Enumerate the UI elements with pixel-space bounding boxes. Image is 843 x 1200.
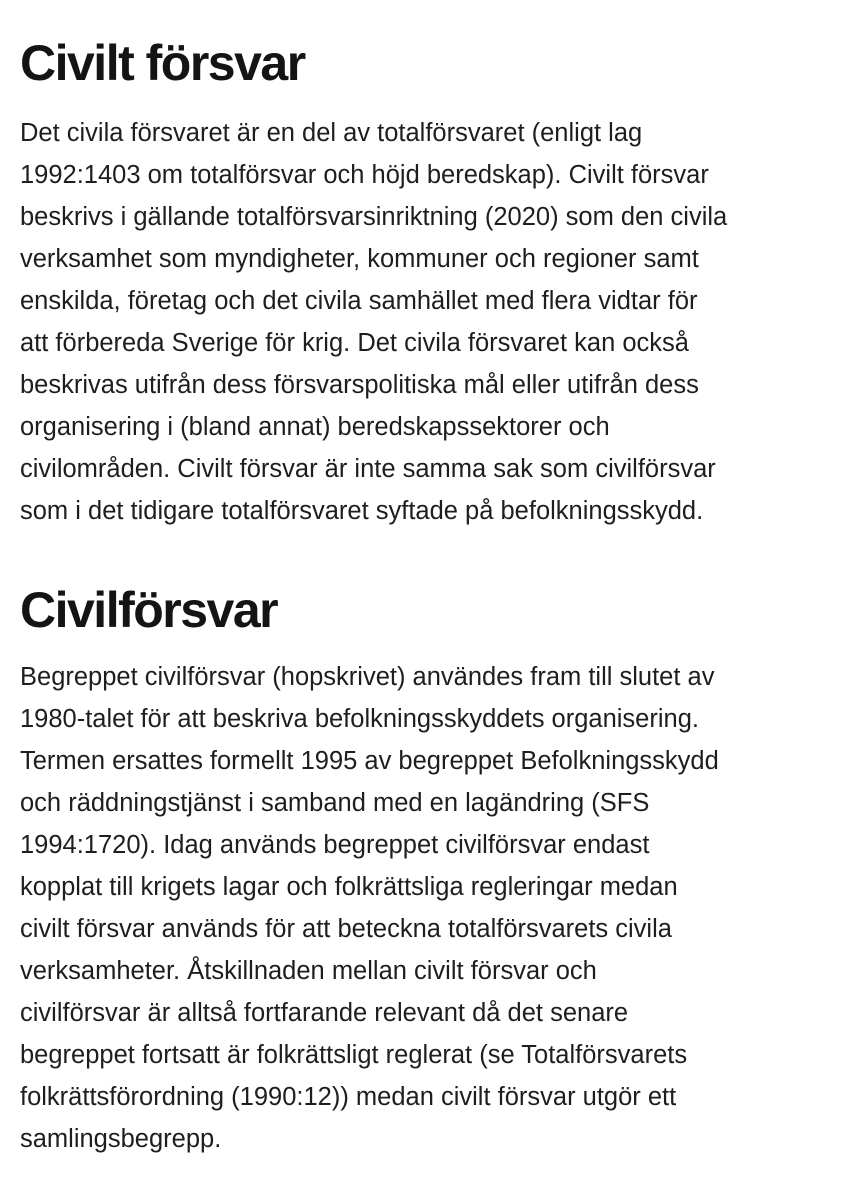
text-line: som i det tidigare totalförsvaret syftade på befolkningsskydd. — [20, 497, 704, 525]
text-line: civilförsvar är alltså fortfarande relevant då det senare — [20, 999, 629, 1027]
text-line: samlingsbegrepp. — [20, 1125, 222, 1153]
text-line: civilområden. Civilt försvar är inte samma sak som civilförsvar — [20, 455, 716, 483]
text-line: att förbereda Sverige för krig. Det civila försvaret kan också — [20, 329, 689, 357]
text-line: kopplat till krigets lagar och folkrättsliga regleringar medan — [20, 873, 678, 901]
section-title-civilt-forsvar: Civilt försvar — [20, 35, 305, 91]
text-line: verksamhet som myndigheter, kommuner och regioner samt — [20, 245, 699, 273]
section-title-civilforsvar: Civilförsvar — [20, 582, 278, 638]
text-line: 1980-talet för att beskriva befolkningsskyddets organisering. — [20, 705, 699, 733]
text-line: enskilda, företag och det civila samhället med flera vidtar för — [20, 287, 698, 315]
text-line: folkrättsförordning (1990:12)) medan civilt försvar utgör ett — [20, 1083, 677, 1111]
text-line: Det civila försvaret är en del av totalförsvaret (enligt lag — [20, 119, 643, 147]
text-line: 1992:1403 om totalförsvar och höjd beredskap). Civilt försvar — [20, 161, 709, 189]
text-line: beskrivas utifrån dess försvarspolitiska mål eller utifrån dess — [20, 371, 699, 399]
text-line: och räddningstjänst i samband med en lagändring (SFS — [20, 789, 650, 817]
text-line: verksamheter. Åtskillnaden mellan civilt försvar och — [20, 957, 597, 985]
text-line: begreppet fortsatt är folkrättsligt reglerat (se Totalförsvarets — [20, 1041, 688, 1069]
text-line: Termen ersattes formellt 1995 av begreppet Befolkningsskydd — [20, 747, 719, 775]
text-line: civilt försvar används för att beteckna totalförsvarets civila — [20, 915, 672, 943]
text-line: organisering i (bland annat) beredskapssektorer och — [20, 413, 610, 441]
text-line: 1994:1720). Idag används begreppet civilförsvar endast — [20, 831, 650, 859]
text-line: beskrivs i gällande totalförsvarsinriktning (2020) som den civila — [20, 203, 728, 231]
text-line: Begreppet civilförsvar (hopskrivet) användes fram till slutet av — [20, 663, 715, 691]
